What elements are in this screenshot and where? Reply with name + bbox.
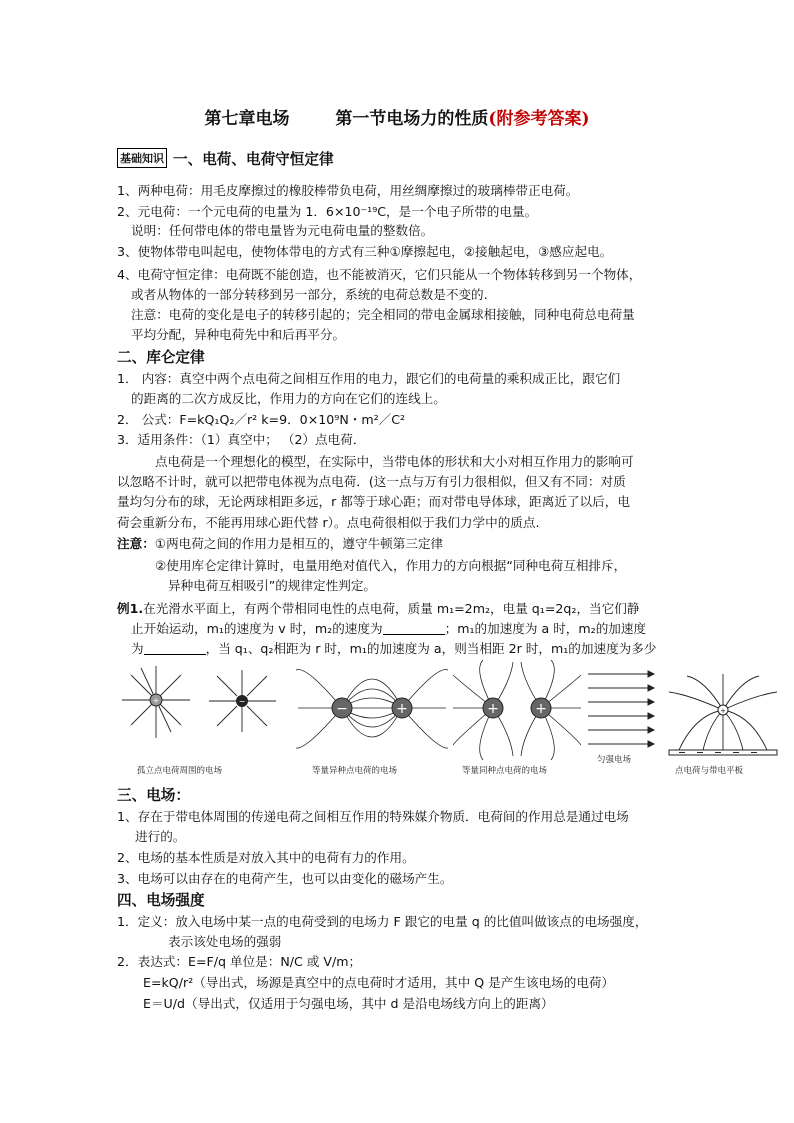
basics-badge: 基础知识 [117,148,167,168]
svg-text:+: + [535,701,547,717]
s1-line-1: 1、两种电荷：用毛皮摩擦过的橡胶棒带负电荷，用丝绸摩擦过的玻璃棒带正电荷。 [117,183,579,198]
svg-text:+: + [487,701,499,717]
answer-blank-1[interactable] [383,622,445,635]
caption-isolated-charge: 孤立点电荷周围的电场 [137,766,223,776]
svg-text:+: + [720,707,726,715]
svg-text:−: − [336,701,348,717]
s2-line-4: 3．适用条件：（1）真空中； （2）点电荷． [117,432,366,447]
uniform-field-figure [586,668,656,748]
caption-charge-plate: 点电荷与带电平板 [675,766,744,776]
charge-and-plate-figure [665,670,781,760]
svg-text:−: − [238,697,246,706]
s2-note-3: 异种电荷互相吸引”的规律定性判定。 [168,578,377,593]
section4-heading: 四、电场强度 [117,892,205,909]
page-title [0,104,794,129]
answer-note: (附参考答案) [488,109,590,129]
s3-line-4: 3、电场可以由存在的电荷产生，也可以由变化的磁场产生。 [117,871,453,886]
example1-line-2: 止开始运动，m₁的速度为 v 时，m₂的速度为 ；m₁的加速度为 a 时，m₂的加速度 [131,621,647,636]
s2-line-6: 以忽略不计时，就可以把带电体视为点电荷．(这一点与万有引力很相似，但又有不同：对质 [117,474,626,489]
isolated-negative-charge-figure [205,662,280,752]
svg-text:+: + [152,696,160,705]
s1-line-4: 3、使物体带电叫起电，使物体带电的方式有三种①摩擦起电，②接触起电，③感应起电。 [117,244,613,259]
s4-line-5: E＝U/d（导出式，仅适用于匀强电场，其中 d 是沿电场线方向上的距离） [143,996,554,1011]
s2-line-5: 点电荷是一个理想化的模型，在实际中，当带电体的形状和大小对相互作用力的影响可 [155,454,634,469]
svg-text:+: + [396,701,408,717]
section3-heading: 三、电场： [117,787,190,804]
example1-line-1: 例1.在光滑水平面上，有两个带相同电性的点电荷，质量 m₁=2m₂，电量 q₁=2q₂，当它们静 [117,601,640,616]
s1-line-8: 平均分配，异种电荷先中和后再平分。 [131,327,346,342]
s3-line-3: 2、电场的基本性质是对放入其中的电荷有力的作用。 [117,850,415,865]
s1-line-3: 说明：任何带电体的带电量皆为元电荷电量的整数倍。 [131,223,434,238]
caption-uniform-field: 匀强电场 [597,755,632,765]
s2-note-1: 注意：①两电荷之间的作用力是相互的，遵守牛顿第三定律 [117,536,444,551]
s3-line-2: 进行的。 [135,829,186,844]
caption-opposite-charges: 等量异种点电荷的电场 [312,766,398,776]
section1-heading: 基础知识 一、电荷、电荷守恒定律 [117,148,334,169]
s2-line-3: 2． 公式：F=kQ₁Q₂／r² k=9．0×10⁹N・m²／C² [117,412,406,427]
caption-like-charges: 等量同种点电荷的电场 [462,766,548,776]
isolated-positive-charge-figure [117,662,195,752]
chapter-title: 第七章电场 [204,109,290,129]
s4-line-4: E=kQ/r²（导出式，场源是真空中的点电荷时才适用，其中 Q 是产生该电场的电荷） [143,975,615,990]
s3-line-1: 1、存在于带电体周围的传递电荷之间相互作用的特殊媒介物质．电荷间的作用总是通过电场 [117,809,629,824]
s1-line-7: 注意：电荷的变化是电子的转移引起的；完全相同的带电金属球相接触，同种电荷总电荷量 [131,307,635,322]
s2-line-8: 荷会重新分布，不能再用球心距代替 r）。点电荷很相似于我们力学中的质点. [117,515,540,530]
section2-heading: 二、库仑定律 [117,349,205,366]
s2-line-7: 量均匀分布的球，无论两球相距多远，r 都等于球心距；而对带电导体球，距离近了以后，电 [117,494,630,509]
section-title: 第一节电场力的性质 [335,109,489,129]
like-charges-field-figure [453,660,581,760]
opposite-charges-field-figure [296,660,448,760]
example1-line-3: 为 ，当 q₁、q₂相距为 r 时，m₁的加速度为 a，则当相距 2r 时，m₁的加速度为多少 [131,641,657,656]
s4-line-2: 表示该处电场的强弱 [168,934,282,949]
answer-blank-2[interactable] [144,642,206,655]
s1-line-6: 或者从物体的一部分转移到另一部分，系统的电荷总数是不变的. [131,287,488,302]
s2-line-2: 的距离的二次方成反比，作用力的方向在它们的连线上。 [131,391,446,406]
s4-line-1: 1．定义：放入电场中某一点的电荷受到的电场力 F 跟它的电量 q 的比值叫做该点的电场强度， [117,914,648,929]
s2-note-2: ②使用库仑定律计算时，电量用绝对值代入，作用力的方向根据“同种电荷互相排斥， [155,558,627,573]
s4-line-3: 2．表达式：E=F/q 单位是：N/C 或 V/m； [117,954,362,969]
s2-line-1: 1． 内容：真空中两个点电荷之间相互作用的电力，跟它们的电荷量的乘积成正比，跟它们 [117,371,621,386]
s1-line-2: 2、元电荷：一个元电荷的电量为 1．6×10⁻¹⁹C，是一个电子所带的电量。 [117,204,538,219]
s1-line-5: 4、电荷守恒定律：电荷既不能创造，也不能被消灭，它们只能从一个物体转移到另一个物体， [117,267,642,282]
